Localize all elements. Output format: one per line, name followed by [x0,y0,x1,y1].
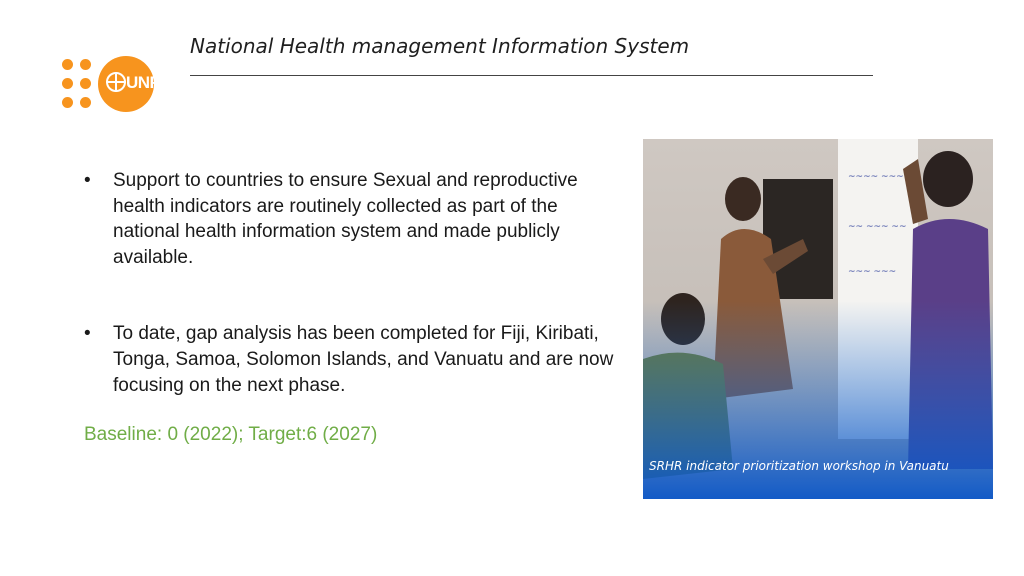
title-underline [190,75,873,76]
bullet-item [84,321,624,398]
photo-caption: SRHR indicator prioritization workshop in Vanuatu [649,459,949,473]
bullet-marker: • [84,323,91,345]
bullet-item [84,168,624,270]
baseline-target-text: Baseline: 0 (2022); Target:6 (2027) [84,424,378,445]
un-emblem-icon [106,72,126,92]
unfpa-logo [58,56,181,112]
workshop-photo [643,139,993,499]
page-title: National Health management Information System [190,34,690,58]
bullet-list [84,168,624,398]
bullet-text: To date, gap analysis has been completed for Fiji, Kiribati, Tonga, Samoa, Solomon Islands, and Vanuatu and are now focusing on the next phase. [113,323,614,396]
logo-text: UNFPA [126,73,181,92]
bullet-text: Support to countries to ensure Sexual and reproductive health indicators are routinely collected as part of the national health information system and made publicly available. [113,170,578,268]
bullet-marker: • [84,170,91,191]
photo-illustration [643,139,993,499]
